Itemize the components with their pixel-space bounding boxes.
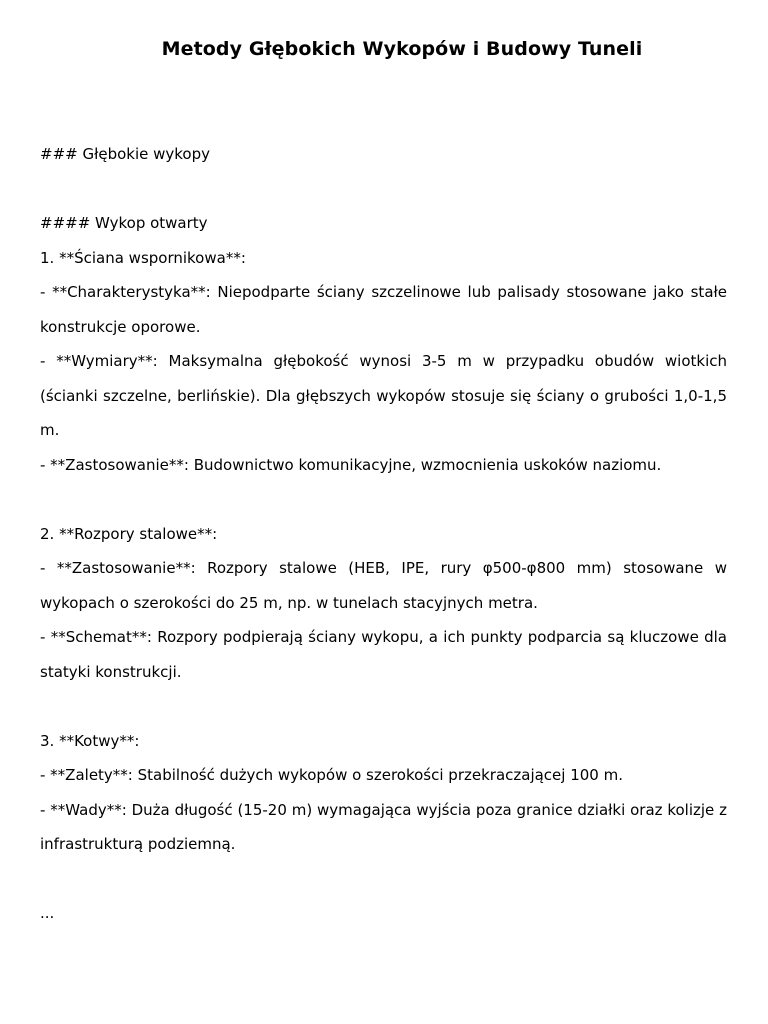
section-heading-deep-excavations: ### Głębokie wykopy — [40, 145, 211, 163]
bullet-struts-application: - **Zastosowanie**: Rozpory stalowe (HEB, IPE, rury φ500-φ800 mm) stosowane w wykopach o szerokości do 25 m, np. w tunelach stacyjnych metra. — [40, 559, 727, 612]
spacer — [40, 862, 727, 897]
spacer — [40, 689, 727, 724]
bullet-characteristics: - **Charakterystyka**: Niepodparte ściany szczelinowe lub palisady stosowane jako stałe konstrukcje oporowe. — [40, 283, 727, 336]
bullet-struts-scheme: - **Schemat**: Rozpory podpierają ściany wykopu, a ich punkty podparcia są kluczowe dla statyki konstrukcji. — [40, 628, 727, 681]
list-item-heading-cantilever-wall: 1. **Ściana wspornikowa**: — [40, 248, 246, 267]
bullet-dimensions: - **Wymiary**: Maksymalna głębokość wynosi 3-5 m w przypadku obudów wiotkich (ścianki szczelne, berlińskie). Dla głębszych wykopów stosuje się ściany o grubości 1,0-1,5 m. — [40, 352, 727, 439]
spacer — [40, 172, 727, 207]
list-item-heading-anchors: 3. **Kotwy**: — [40, 731, 140, 750]
ellipsis-text: ... — [40, 904, 55, 922]
bullet-anchors-advantages: - **Zalety**: Stabilność dużych wykopów o szerokości przekraczającej 100 m. — [40, 766, 624, 784]
document-title: Metody Głębokich Wykopów i Budowy Tuneli — [161, 38, 643, 60]
spacer — [40, 482, 727, 517]
subsection-heading-open-excavation: #### Wykop otwarty — [40, 214, 208, 232]
document-body — [40, 137, 727, 931]
bullet-application: - **Zastosowanie**: Budownictwo komunikacyjne, wzmocnienia uskoków naziomu. — [40, 455, 662, 474]
bullet-anchors-disadvantages: - **Wady**: Duża długość (15-20 m) wymagająca wyjścia poza granice działki oraz kolizje z infrastrukturą podziemną. — [40, 800, 727, 853]
list-item-heading-steel-struts: 2. **Rozpory stalowe**: — [40, 524, 218, 543]
